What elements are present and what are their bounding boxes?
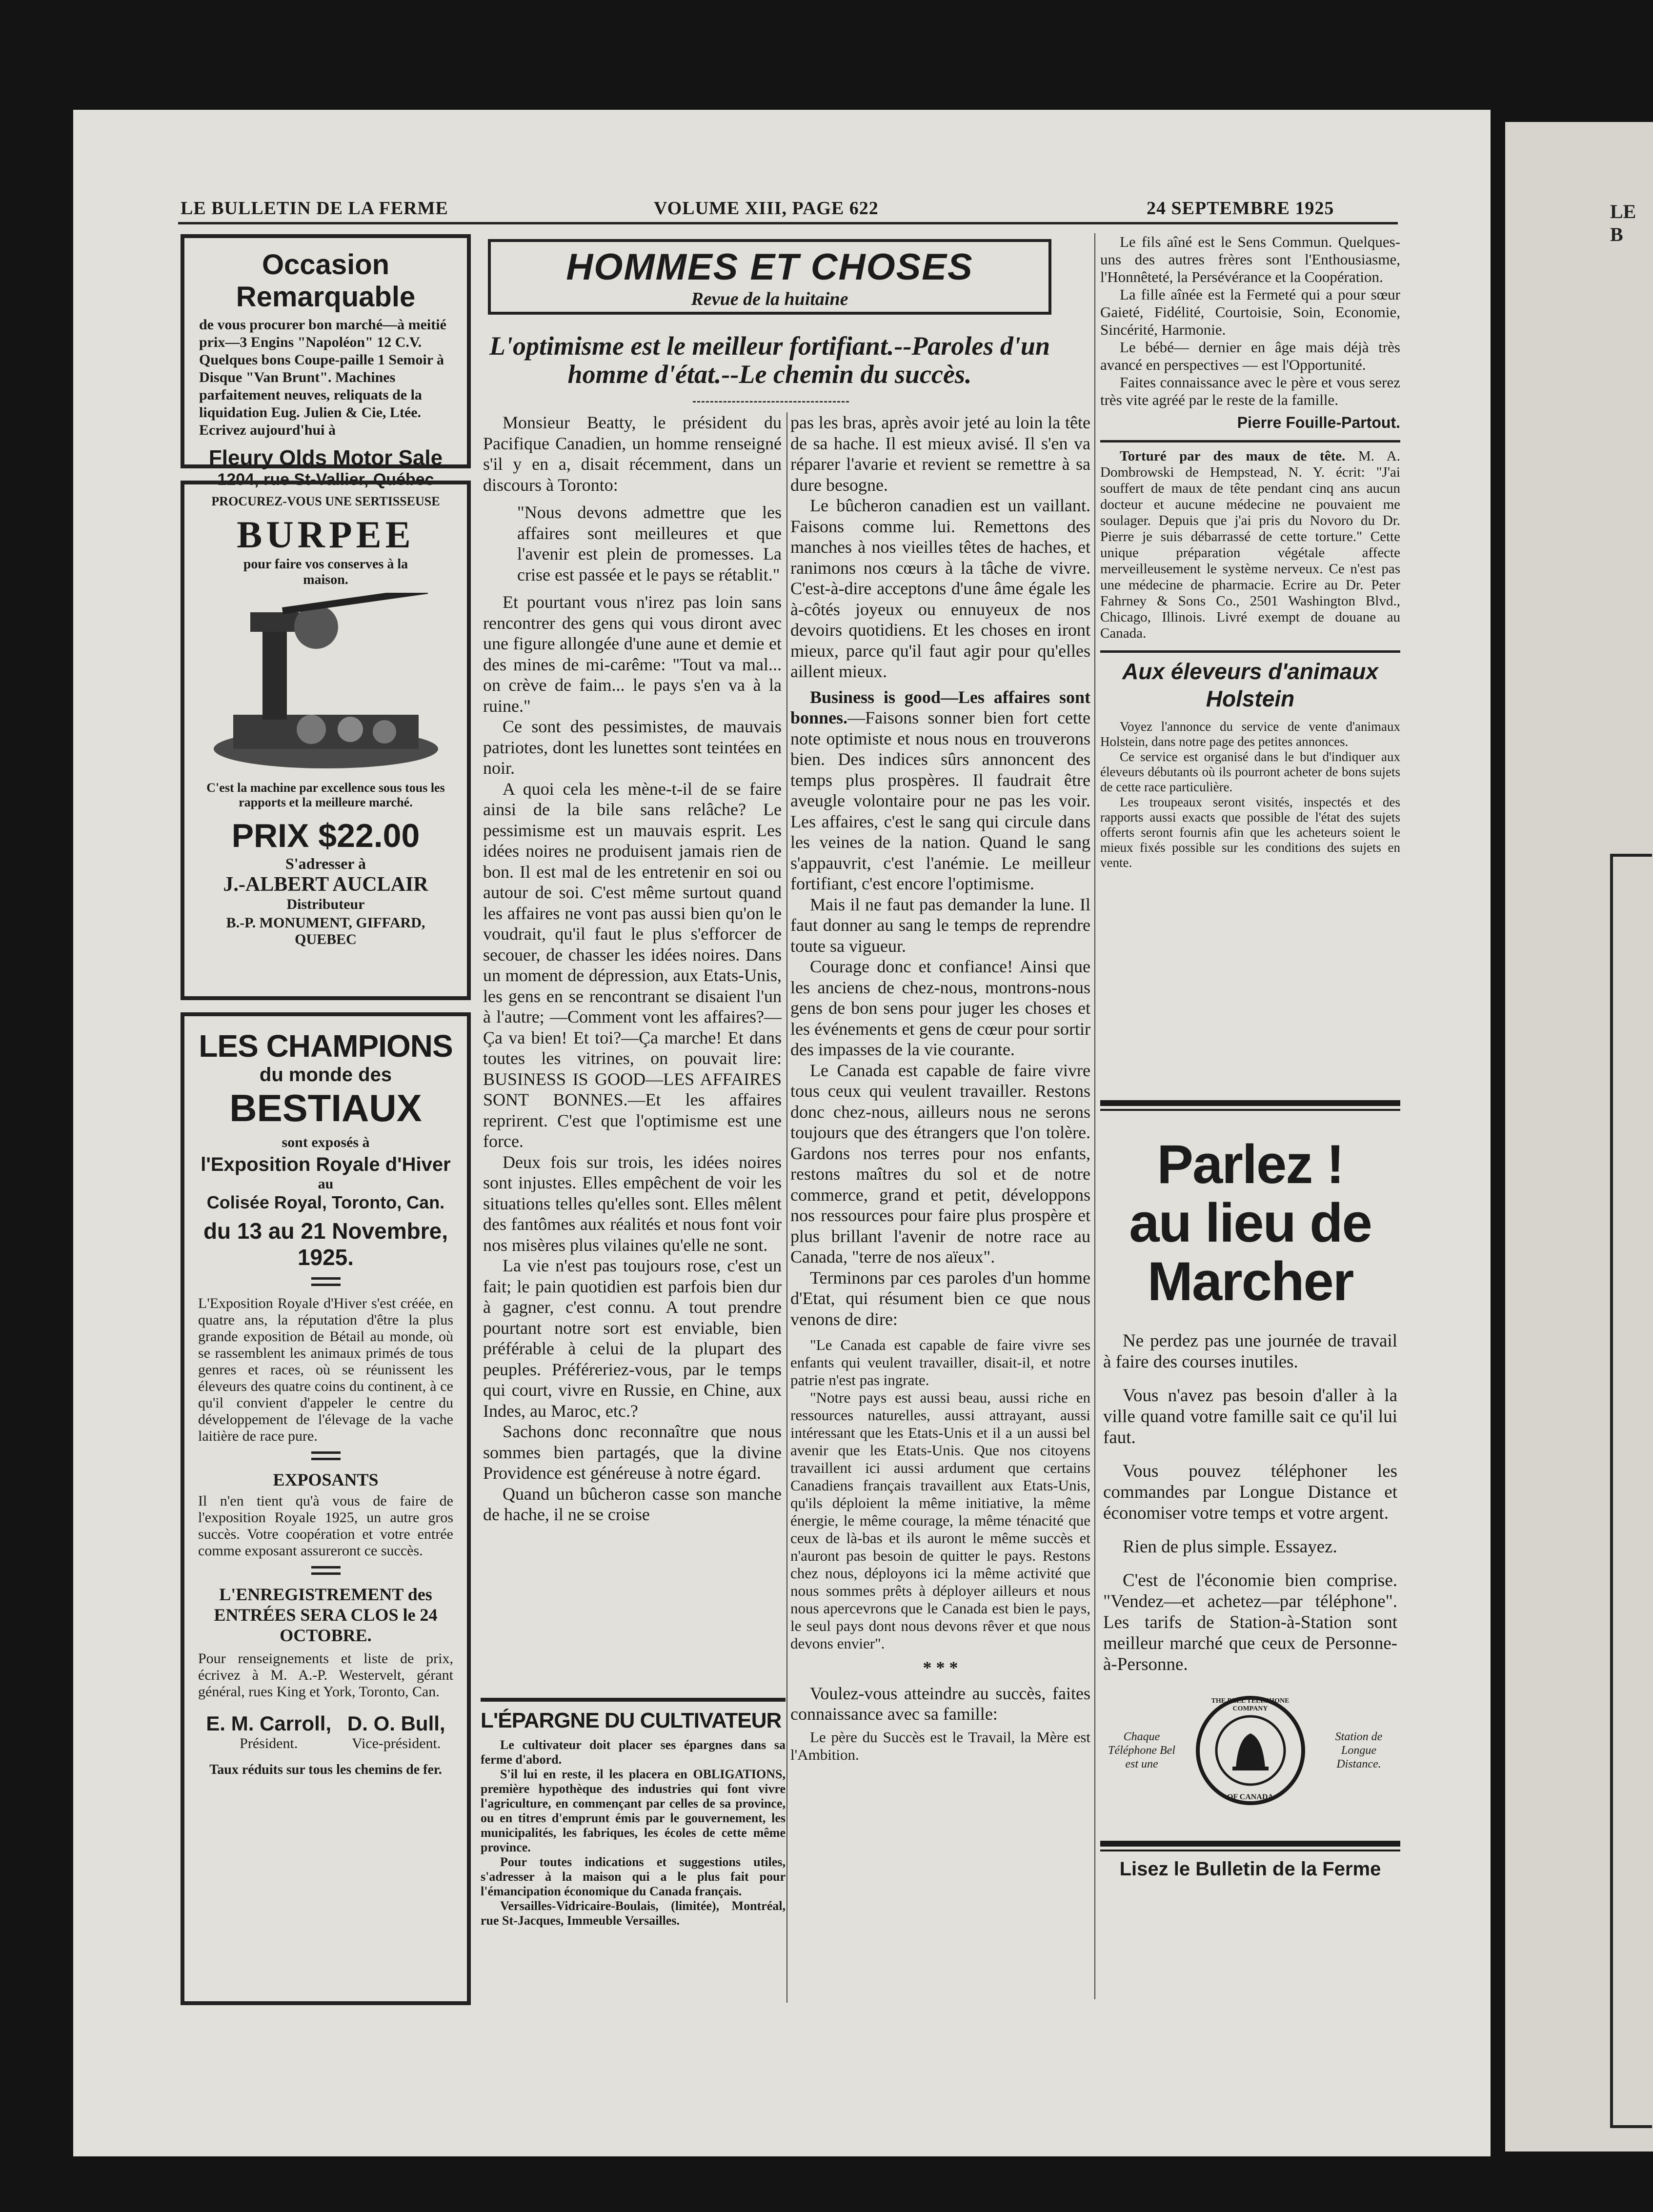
- ad-occasion-body: de vous procurer bon marché—à meitié prix—3 Engins "Napoléon" 12 C.V. Quelques bons Coupe-paille 1 Semoir à Disque "Van Brunt". Machines parfaitement neuves, reliquats de la liquidation Eug. Julien & Cie, Ltée. Ecrivez aujourd'hui à: [199, 317, 446, 438]
- ad-fair-dates: du 13 au 21 Novembre, 1925.: [203, 1218, 448, 1270]
- article-paragraph: Le Canada est capable de faire vivre tous ceux qui veulent travailler. Restons donc chez-nous, ailleurs nous ne serons toujours que des étrangers que l'on tolère. Gardons nos terres pour nos enfants, restons maîtres du sol et de notre commerce, grand et petit, développons nos ressources pour faire plus prospère et plus brillant l'avenir de notre race au Canada, "terre de nos aïeux".: [790, 1060, 1090, 1267]
- holstein-paragraph: Les troupeaux seront visités, inspectés et des rapports aussi exacts que possible de l'état des sujets offerts seront fournis afin que les acheteurs soient le mieux fixés possible sur les conditions des sujets en vente.: [1100, 795, 1400, 870]
- article-paragraph: Faites connaissance avec le père et vous serez très vite agréé par le reste de la famille.: [1100, 374, 1400, 408]
- ad-occasion: [181, 234, 471, 489]
- ad-fair-registration: L'ENREGISTREMENT des ENTRÉES SERA CLOS le 24 OCTOBRE.: [214, 1585, 438, 1645]
- ad-bell-left-caption: Chaque Téléphone Bel est une: [1108, 1730, 1175, 1770]
- article-paragraph: Le père du Succès est le Travail, la Mère est l'Ambition.: [790, 1728, 1090, 1763]
- article-headline: L'optimisme est le meilleur fortifiant.--Paroles d'un homme d'état.--Le chemin du succès.: [489, 331, 1050, 389]
- article-signature: Pierre Fouille-Partout.: [1237, 414, 1400, 431]
- article-paragraph: Ce sont des pessimistes, de mauvais patriotes, dont les lunettes sont teintées en noir.: [483, 717, 782, 778]
- ad-burpee-caption: C'est la machine par excellence sous tous les rapports et la meilleure marché.: [206, 781, 445, 809]
- ad-fair-president-title: Président.: [240, 1735, 298, 1751]
- header-volume: VOLUME XIII, PAGE 622: [654, 198, 879, 219]
- ad-royal-winter-fair: [181, 1012, 471, 2005]
- article-paragraph: Le bébé— dernier en âge mais déjà très avancé en perspectives — est l'Opportunité.: [1100, 339, 1400, 373]
- bell-telephone-logo: [1194, 1694, 1307, 1807]
- article-paragraph: Et pourtant vous n'irez pas loin sans rencontrer des gens qui vous diront avec une figure allongée d'une aune et demie et des mines de mi-carême: "Tout va mal... on crève de faim... le pays s'en va à la ruine.": [483, 592, 782, 716]
- article-paragraph: Terminons par ces paroles d'un homme d'Etat, qui résument bien ce que nous venons de dire:: [790, 1267, 1090, 1329]
- ad-bell-paragraph: Ne perdez pas une journée de travail à faire des courses inutiles.: [1103, 1331, 1397, 1372]
- headline-ornament: [693, 401, 849, 402]
- ad-epargne-rule: [481, 1698, 786, 1702]
- section-break-stars: * * *: [923, 1658, 958, 1677]
- section-title-box: [488, 239, 1051, 315]
- article-paragraph: Le bûcheron canadien est un vaillant. Faisons comme lui. Remettons des manches à nos vieilles têtes de haches, et ranimons nos cœurs à la tâche de vivre. C'est-à-dire acceptons d'une âme égale les à-côtés joyeux ou ennuyeux de nos devoirs quotidiens. Et les choses en iront mieux, parce qu'il faut agir pour qu'elles aillent mieux.: [790, 496, 1090, 681]
- article-quote: "Le Canada est capable de faire vivre ses enfants qui veulent travailler, disait-il, et notre patrie n'est pas ingrate.: [790, 1336, 1090, 1388]
- header-paper-name: LE BULLETIN DE LA FERME: [181, 198, 448, 219]
- ad-burpee-name: J.-ALBERT AUCLAIR: [223, 873, 428, 896]
- ad-bell-paragraph: Vous pouvez téléphoner les commandes par Longue Distance et économiser votre temps et votre argent.: [1103, 1461, 1397, 1523]
- ad-epargne-p3: Pour toutes indications et suggestions utiles, s'adresser à la maison qui a le plus fait pour l'émancipation économique du Canada français.: [481, 1855, 786, 1898]
- article-column-1: [483, 412, 782, 1525]
- article-paragraph: La vie n'est pas toujours rose, c'est un fait; le pain quotidien est parfois bien dur à gagner, c'est connu. A tout prendre pourtant notre sort est enviable, bien préférable à celui de la plupart des peuples. Préféreriez-vous, par le temps qui court, vivre en Russie, en Chine, aux Indes, au Maroc, etc.?: [483, 1256, 782, 1421]
- ad-fair-vp-title: Vice-président.: [352, 1735, 441, 1751]
- divider: [311, 1566, 341, 1575]
- ad-burpee-brand: BURPEE: [237, 513, 415, 556]
- holstein-paragraph: Voyez l'annonce du service de vente d'animaux Holstein, dans notre page des petites annonces.: [1100, 719, 1400, 749]
- adjacent-page-frame: [1610, 854, 1652, 2128]
- canning-sealer-machine-illustration: [204, 593, 448, 778]
- article-column-2: [790, 412, 1090, 1764]
- ad-burpee-place: B.-P. MONUMENT, GIFFARD, QUEBEC: [226, 915, 425, 947]
- article-paragraph: Sachons donc reconnaître que nous sommes bien partagés, que la divine Providence est généreuse à notre égard.: [483, 1422, 782, 1483]
- article-paragraph: A quoi cela les mène-t-il de se faire ainsi de la bile sans relâche? Le pessimisme est un mauvais esprit. Les idées noires ne produisent jamais rien de bon. Il est mal de les entretenir en soi ou autour de soi. C'est même surtout quand les affaires ne vont pas aussi bien qu'on le voudrait, qu'il faut le plus s'efforcer de secouer, de chasser les idées noires. Dans un moment de dépression, aux Etats-Unis, les gens en se rencontrant se disaient l'un à l'autre; —Comment vont les affaires?—Ça va bien! Et toi?—Ça marche! Et dans toutes les vitrines, on pouvait lire: BUSINESS IS GOOD—LES AFFAIRES SONT BONNES.—Et les affaires reprirent. C'est que l'optimisme est une force.: [483, 779, 782, 1151]
- ad-epargne-p1: Le cultivateur doit placer ses épargnes dans sa ferme d'abord.: [481, 1738, 786, 1767]
- column-divider: [1094, 233, 1095, 1999]
- ad-bell-headline-1: Parlez !: [1157, 1134, 1344, 1195]
- ad-fair-title-3: BESTIAUX: [229, 1086, 422, 1129]
- ad-bell-headline-2: au lieu de: [1129, 1192, 1371, 1253]
- article-paragraph: Courage donc et confiance! Ainsi que les anciens de chez-nous, montrons-nous gens de bon sens pour juger les choses et les événements et gens de cœur pour sortir des impasses de la vie courante.: [790, 957, 1090, 1059]
- article-paragraph: —Faisons sonner bien fort cette note optimiste et nous nous en trouverons bien. Des indices sûrs annoncent des temps plus prospères. Il faudrait être aveugle volontaire pour ne pas les voir. Les affaires, c'est le sang qui circule dans les veines de la nation. Quand le sang s'appauvrit, c'est l'anémie. Le meilleur fortifiant, c'est encore l'optimisme.: [790, 708, 1090, 893]
- divider: [311, 1277, 341, 1286]
- adjacent-page-header: LE B: [1610, 201, 1636, 245]
- ad-bell-top-rule: [1100, 1100, 1400, 1111]
- article-paragraph: Le fils aîné est le Sens Commun. Quelques-uns des autres frères sont l'Enthousiasme, l'Honnêteté, la Persévérance et la Coopération.: [1100, 233, 1400, 285]
- header-date: 24 SEPTEMBRE 1925: [1147, 198, 1334, 219]
- article-paragraph: Deux fois sur trois, les idées noires sont injustes. Elles empêchent de voir les situations telles qu'elles sont. Elles mêlent des fantômes aux réalités et nous font voir nos misères plus vilaines qu'elle ne sont.: [483, 1152, 782, 1255]
- article-paragraph: Quand un bûcheron casse son manche de hache, il ne se croise: [483, 1484, 782, 1524]
- ad-fair-title-5: l'Exposition Royale d'Hiver: [201, 1154, 451, 1175]
- ad-fair-title-4: sont exposés à: [282, 1134, 370, 1150]
- article-paragraph: Voulez-vous atteindre au succès, faites connaissance avec sa famille:: [790, 1683, 1090, 1724]
- ad-bell-paragraph: C'est de l'économie bien comprise. "Vendez—et achetez—par téléphone". Les tarifs de Station-à-Station sont meilleur marché que ceux de Personne-à-Personne.: [1103, 1570, 1397, 1674]
- ad-occasion-address: 1204, rue St-Vallier, Québec: [217, 470, 434, 489]
- article-bold-lead: Business is good—Les affaires sont bonnes.: [790, 687, 1090, 727]
- ad-epargne-title: L'ÉPARGNE DU CULTIVATEUR: [481, 1709, 782, 1732]
- ad-bell-footer: Lisez le Bulletin de la Ferme: [1119, 1858, 1381, 1880]
- ad-fair-paragraph-3: Pour renseignements et liste de prix, écrivez à M. A.-P. Westervelt, gérant général, rues King et York, Toronto, Can.: [198, 1650, 453, 1700]
- ad-epargne-p2: S'il lui en reste, il les placera en OBLIGATIONS, première hypothèque des industries qui font vivre l'agriculture, en commençant par celles de sa province, ou en titres d'emprunt émis par le gouvernement, les municipalités, les fabriques, les écoles de cette même province.: [481, 1767, 786, 1854]
- ad-epargne: [481, 1698, 786, 1928]
- ad-fair-venue: Colisée Royal, Toronto, Can.: [206, 1192, 445, 1212]
- ad-bell-headline-3: Marcher: [1147, 1251, 1353, 1312]
- article-paragraph: Monsieur Beatty, le président du Pacifique Canadien, un homme renseigné s'il y en a, disait récemment, dans un discours à Toronto:: [483, 413, 782, 495]
- article-column-3: [1100, 233, 1400, 870]
- bell-logo-top-text: THE BELL TELEPHONE COMPANY: [1211, 1697, 1290, 1712]
- ad-fair-title-2: du monde des: [259, 1064, 392, 1086]
- ad-burpee: [181, 481, 471, 1000]
- ad-headache-body: M. A. Dombrowski de Hempstead, N. Y. écrit: "J'ai souffert de maux de tête pendant cinq ans aucun docteur et aucune médecine ne pouvaient me soulager. Depuis que j'ai pris du Novoro du Dr. Pierre je suis débarrassé de cette torture." Cette unique préparation végétale affecte merveilleusement le système nerveux. Ce n'est pas une médecine de pharmacie. Ecrire au Dr. Peter Fahrney & Sons Co., 2501 Washington Blvd., Chicago, Illinois. Livré exempt de douane au Canada.: [1100, 448, 1401, 641]
- ad-fair-vp-name: D. O. Bull,: [347, 1712, 445, 1735]
- ad-fair-president-name: E. M. Carroll,: [206, 1712, 332, 1735]
- header-rule: [178, 222, 1398, 224]
- ad-bell-telephone: [1100, 1100, 1400, 1880]
- holstein-title: Aux éleveurs d'animaux Holstein: [1122, 659, 1378, 711]
- section-subtitle: Revue de la huitaine: [691, 289, 848, 309]
- article-quote: "Nous devons admettre que les affaires sont meilleures et que l'avenir est plein de promesses. La crise est passée et le pays se rétablit.": [517, 503, 782, 584]
- ad-burpee-role: Distributeur: [286, 896, 365, 912]
- ad-burpee-price: PRIX $22.00: [231, 817, 420, 854]
- ad-burpee-sub: pour faire vos conserves à la maison.: [243, 557, 408, 587]
- ad-burpee-contact: S'adresser à: [285, 855, 366, 872]
- article-paragraph: La fille aînée est la Fermeté qui a pour sœur Gaieté, Fidélité, Courtoisie, Soin, Economie, Sincérité, Harmonie.: [1100, 286, 1400, 338]
- ad-bell-bottom-rule: [1100, 1841, 1400, 1851]
- ad-bell-right-caption: Station de Longue Distance.: [1335, 1730, 1383, 1770]
- article-paragraph: pas les bras, après avoir jeté au loin la tête de sa hache. Il est mieux avisé. Il s'en va réparer l'avarie et revient se remettre à sa dure besogne.: [790, 413, 1090, 495]
- ad-fair-title-1: LES CHAMPIONS: [199, 1028, 453, 1064]
- ad-fair-paragraph-2: Il n'en tient qu'à vous de faire de l'exposition Royale 1925, un autre gros succès. Votre coopération et votre entrée comme exposant assureront ce succès.: [198, 1493, 453, 1559]
- ad-fair-title-6: au: [318, 1176, 334, 1192]
- ad-headache-lead: Torturé par des maux de tête.: [1120, 448, 1346, 464]
- bell-logo-bottom-text: OF CANADA: [1227, 1793, 1273, 1801]
- ad-bell-paragraph: Vous n'avez pas besoin d'aller à la ville quand votre famille sait ce qu'il lui faut.: [1103, 1386, 1397, 1448]
- column-rule: [1100, 650, 1400, 653]
- section-title: HOMMES ET CHOSES: [566, 246, 973, 288]
- ad-fair-paragraph-1: L'Exposition Royale d'Hiver s'est créée, en quatre ans, la réputation d'être la plus grande exposition de Bétail au monde, où se rassemblent les animaux primés de tous genres et races, où se réunissent les éleveurs des quatre coins du continent, à ce qu'il convient d'appeler le centre du développement de l'élevage de la vache laitière de race pure.: [198, 1295, 453, 1444]
- column-rule: [1100, 440, 1400, 442]
- article-paragraph: Mais il ne faut pas demander la lune. Il faut donner au sang le temps de reprendre toute sa vigueur.: [790, 894, 1090, 956]
- ad-fair-rail-rates: Taux réduits sur tous les chemins de fer.: [209, 1762, 442, 1777]
- column-divider: [786, 412, 787, 2003]
- adjacent-page: [1505, 122, 1653, 2152]
- ad-fair-exhibitors-heading: EXPOSANTS: [273, 1470, 379, 1489]
- holstein-paragraph: Ce service est organisé dans le but d'indiquer aux éleveurs débutants où ils pourront acheter de bons sujets de cette race particulière.: [1100, 749, 1400, 794]
- ad-bell-paragraph: Rien de plus simple. Essayez.: [1123, 1537, 1337, 1557]
- ad-burpee-kicker: PROCUREZ-VOUS UNE SERTISSEUSE: [211, 494, 440, 508]
- ad-occasion-firm: Fleury Olds Motor Sale: [208, 446, 443, 470]
- ad-occasion-title: Occasion Remarquable: [236, 249, 416, 313]
- ad-epargne-p4: Versailles-Vidricaire-Boulais, (limitée), Montréal, rue St-Jacques, Immeuble Versailles.: [481, 1899, 786, 1928]
- article-quote: "Notre pays est aussi beau, aussi riche en ressources naturelles, aussi attrayant, aussi intéressant que les Etats-Unis et il a un aussi bel avenir que les Etats-Unis. Que nos citoyens travaillent ici aussi ardument que certains Canadiens français travaillent aux Etats-Unis, qu'ils déploient la même initiative, la même énergie, le même courage, la même ténacité que ceux de là-bas et ils auront le même succès et n'auront pas besoin de quitter le pays. Restons chez nous, déployons ici la même activité que nous sommes prêts à déployer ailleurs et nous nous apercevrons que le Canada est bien le pays, le seul pays dont nous devons rêver et que nous devons envier".: [790, 1389, 1090, 1652]
- divider: [311, 1451, 341, 1460]
